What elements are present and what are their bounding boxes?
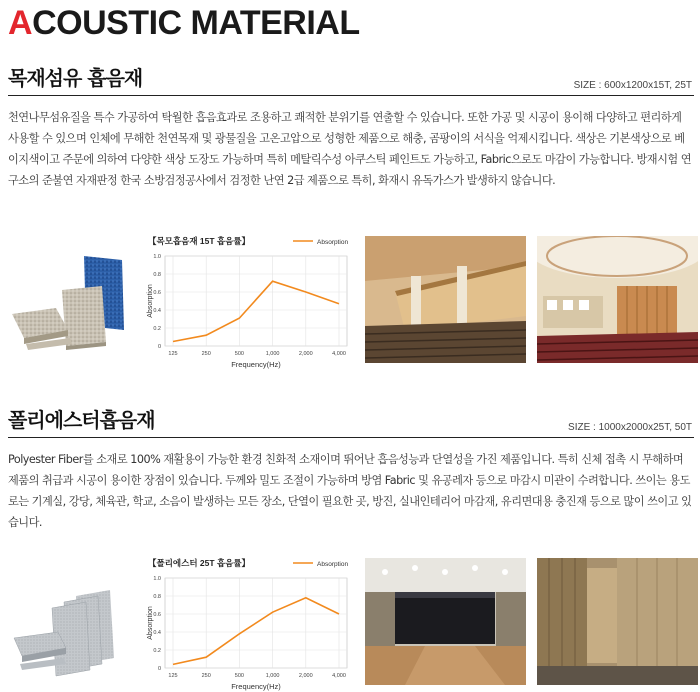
x-tick-label: 1,000 [265,673,280,679]
auditorium-photo-2 [537,236,698,363]
x-tick-label: 125 [168,673,178,679]
y-tick-label: 0.4 [153,308,161,314]
x-tick-label: 2,000 [298,351,313,357]
page-title [8,6,360,40]
y-tick-label: 0.6 [153,290,161,296]
size-label: SIZE : 1000x2000x25T, 50T [568,422,692,433]
auditorium-photo-1 [365,236,526,363]
chart-title: 【목모흡음재 15T 흡음률】 [148,236,251,246]
x-tick-label: 500 [234,673,244,679]
chart-title: 【폴리에스터 25T 흡음률】 [148,558,251,568]
x-tick-label: 125 [168,351,178,357]
x-tick-label: 500 [234,351,244,357]
absorption-chart-polyester [145,556,355,692]
size-label: SIZE : 600x1200x15T, 25T [573,80,692,91]
page-title-rest: COUSTIC MATERIAL [32,4,360,42]
polyester-material-image [6,588,146,684]
y-axis-label: Absorption [147,606,154,640]
y-tick-label: 0 [157,666,161,672]
section-header-wood-fiber [8,66,694,96]
wood-fiber-material-image [6,252,146,362]
absorption-chart-wood-fiber [145,234,355,374]
plot-area [165,256,347,346]
y-tick-label: 0.4 [153,630,161,636]
y-tick-label: 0.2 [153,648,161,654]
x-axis-label: Frequency(Hz) [231,682,281,691]
section-description: Polyester Fiber를 소재로 100% 재활용이 가능한 환경 친화적 소재이며 뛰어난 흡음성능과 단열성을 가진 제품입니다. 특히 신체 접촉 시 무해하며 제품의 취급과 시공이 용이한 장점이 있습니다. 두께와 밀도 조절이 가능하며 방염 Fabric 및 유공레자 등으로 마감시 미관이 수려합니다. 쓰이는 용도로는 기계실, 강당, 체육관, 학교, 소음이 발생하는 모든 장소, 단열이 필요한 곳, 방진, 실내인테리어 마감재, 유리면대용 충진재 등으로 많이 쓰이고 있습니다. [8,453,692,529]
page-title-initial: A [8,4,33,42]
x-tick-label: 250 [201,673,211,679]
legend-label: Absorption [317,239,349,246]
legend-label: Absorption [317,561,349,568]
y-tick-label: 0.8 [153,594,161,600]
stage-hall-photo [365,558,526,685]
y-tick-label: 1.0 [153,576,161,582]
y-tick-label: 0.2 [153,326,161,332]
section-title: 폴리에스터흡음재 [8,408,155,432]
y-tick-label: 0 [157,344,161,350]
x-tick-label: 1,000 [265,351,280,357]
x-axis-label: Frequency(Hz) [231,360,281,369]
x-tick-label: 4,000 [332,673,346,679]
y-tick-label: 1.0 [153,254,161,260]
section-description: 천연나무섬유질을 특수 가공하여 탁월한 흡음효과로 조용하고 쾌적한 분위기를 연출할 수 있습니다. 또한 가공 및 시공이 용이해 다양하고 편리하게 사용할 수 있으며 인체에 무해한 천연목재 및 광물질을 고온고압으로 성형한 제품으로 해충, 곰팡이의 서식을 억제시킵니다. 색상은 기본색상으로 베이지색이고 주문에 의하여 다양한 색상 도장도 가능하며 특히 메탈릭수성 아쿠스틱 페인트도 가능하고, Fabric으로도 마감이 가능합니다. 방재시험 연구소의 준불연 자재판정 한국 소방검정공사에서 검정한 난연 2급 제품으로 특히, 화재시 유독가스가 발생하지 않습니다. [8,111,692,187]
x-tick-label: 4,000 [332,351,346,357]
section-header-polyester [8,408,694,438]
x-tick-label: 2,000 [298,673,313,679]
section-title: 목재섬유 흡음재 [8,66,143,90]
y-tick-label: 0.8 [153,272,161,278]
corridor-photo [537,558,698,685]
y-axis-label: Absorption [147,284,154,318]
y-tick-label: 0.6 [153,612,161,618]
x-tick-label: 250 [201,351,211,357]
